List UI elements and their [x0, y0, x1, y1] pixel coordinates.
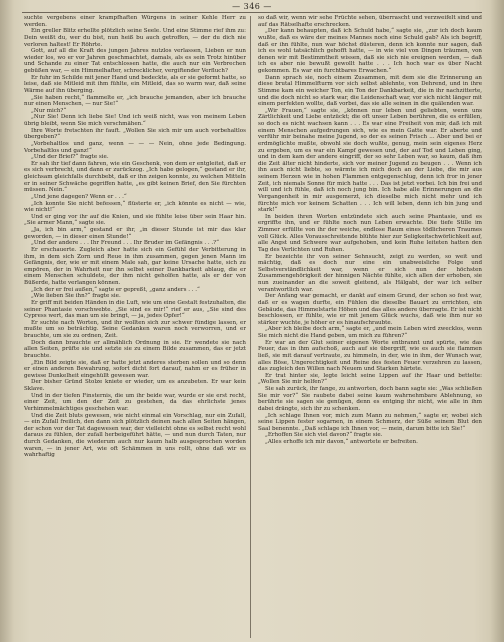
paragraph: Ein greller Blitz erhellte plötzlich seine Seele. Und eine Stimme rief ihm zu: Dein weißt du, wer du bist, nun heiß bu auch getroffen, — der du dich nie verloren haltest! Er Röhrte.: [24, 28, 246, 48]
paragraph: Und in der tiefen Finsternis, die um ihr beide war, wurde er sie erst recht, einer Zeit, um den der Zeit zu gestehen, da das ehrlichste jenes Verhimmelmächtiges geschehen war.: [24, 392, 246, 412]
paragraph: suchte vergebens einer krampfhaften Würgens in seiner Kehle Herr zu werden.: [24, 15, 246, 28]
paragraph: „Wir Frauen,“ sagte sie, „können nur leben und geliebten, wenn uns Zärtlichkeit und Liebe entzückt; die oft unser Leben berühren, die es erfüllen, so doch es nicht wachsen kann . . . Es war eine Freiheit von mir, daß ich mit einem Menschen aufgedrungen sich, wie es mein Gatte war. Er aberte und verführ mir beinahe meine Jugend, so der es seinen Frisch ... Aber und bei er erdmöglichte mußte, obwohl sie doch wußte, genug, mein sein eigenes Herz zu ergeben, um es war ein Kampf gewesen und, der auf Tod und Leben ging, und in dem kam der andere eingriff, der so sehr Leben war, so kaum, daß ihm die Zeit älter nicht hinderte, sich vor meiner Jugend zu beugen . . . Wenn ich ihn auch nicht liebte, so wärmte ich mich doch an der Liebe, die mir aus seinem Herzen wie in hohen Flammen entgegenschlug, denn ich fror in jener Zeit, ich niemals Sonne für mich hatte . . . Das ist jetzt vorbei. Ich bin frei und will und ich fühle, daß ich noch jung bin. Ich habe alle Erinnerungen an die Vergangenheit in mir ausgemerzt, ich dieselbe mich nicht mehr und ich fürchte mich vor keinem Schatten . . . Ich will leben, denn ich bin jung und stark!“: [258, 107, 482, 214]
paragraph: Ihre Worte fretschten ihr fauft. „Wollen Sie sich mir um auch vorbehaltlos übergeben?“: [24, 127, 246, 141]
paragraph: In beiden ihren Worten entzündete sich auch seine Phantasie, und es ergriffte ihn, und er fühlte noch nun Leben erwachte. Die tiefe Stille im Zimmer erfüllte von ihr der weiche, endlose Raum eines tödlicheren Traumes voll Glück. Alles Vorausschreitende blühte hier zur Seligkeitschwörlichkeit auf, alle Angst und Schwere war aufgehoben, und kein Ruhe leiteten hatten den Tag des Verlichten und Ruhen.: [258, 213, 482, 253]
paragraph: Er bezeichte ihr von seiner Sehnsucht, zeigt zu werden, so weit und mächtig, daß es doch nur eine ein unabweisliche Folge und Selbstverständlichkeit war, wenn er sich nun der höchsten Zusammengehörigkeit der hinnigen Nächte fühlte, sich allen der erhoben, sie nun zueinander an die soweit gleitend, als Hälgabt, der war ich selber verantwortlich war.: [258, 253, 482, 293]
left-column: [24, 15, 246, 640]
paragraph: „Wie lieben Sie ihn?“ fragte sie.: [31, 293, 121, 300]
header-rule: [22, 12, 482, 13]
paragraph: „Ja, ich bin arm,“ gestand er ihr, „in dieser Stunde ist mir das klar geworden, — in dieser einen Stunde!“: [24, 227, 246, 240]
paragraph: „Ich konnte Sie nicht befessen,“ flüsterte er, „ich könnte es nicht — wie, wie nicht!“: [24, 200, 246, 214]
page-edge-shadow-left: [0, 0, 14, 642]
paragraph: „Ein Bild zeigte sie, daß er hatte jetzt anderes sterben sollen und so denn er einen anderen Bewahrung, sofort dicht fort darauf, nahm er es früher in gewisse Dunkelheit eingehüllt gewesen war.: [24, 359, 246, 379]
paragraph: Doch dann brauchte er allmählich Ordnung in sie. Er wendete sie nach allen Seiten, prüfte sie und setzte sie zu einem Bilde zusammen, das er jetzt brauchte.: [24, 339, 246, 359]
paragraph: „Nur Sie! Denn ich liebe Sie! Und ich weiß nicht, was von meinem Leben übrig bleibt, wenn Sie mich verschmähen.“: [24, 114, 246, 127]
paragraph: Und die Zeit bluts gewesen, wie nicht einmal ein Vorschlag, nur ein Zufall, — ein Zufall freilich, den dann sich plötzlich deinen nach allen Seiten hängen, der schon vor der Tat dagewesen war, der vielleicht ohne es selbst recht wohl daraus zu fühlen, der zufall herbeigeführt hätte, — und nun durch Taten, nur durch Gedanken, die wiederum auch nur kaum halb ausgesprochen worden waren, — in jener Art, wie oft Schämmen in uns rollt, ohne daß wir es wahrhaftig: [24, 412, 246, 459]
paragraph: „Sie haben recht,“ flammelte er, „ich brauche jemanden, aber ich brauche nur einen Menschen, — nur Sie!“: [24, 94, 246, 108]
paragraph: Er fuhr im Schilde mit jener Hand und bedeckte, als er sie geformt hatte, so leise, daß sie Mitleid mit ihm fühlte, ein Mitleid, das so warm war, daß seine Wärme auf ihn überging.: [24, 74, 246, 94]
paragraph: „Ich der er frei außen,“ sagte er gepreßt, „ganz anders . . .“: [31, 286, 200, 293]
page-number: — 346 —: [232, 2, 272, 11]
paragraph: „Aber ich bleibe doch arm,“ sagte er, „und mein Leben wird zwecklos, wenn Sie mich nicht die Hand geben, um mich zu führen?“: [258, 326, 482, 339]
paragraph: Er erschauerte. Zugleich aber hatte sich ein Gefühl der Verbitterung in ihm, in dem sich Zorn und Reue in ihm zusammen, gegen jenen Mann im Gefängnis, der, wie er mit einem Male sah, gar keine Ursache hatte, sich zu empören, der in Wahrheit nur ihn selbst seiner Dankbarkeit ablaug, die er einem Menschen schuldete, der ihm nicht geholfen hatte, als er der von Büßerde, hatte verlangen können.: [24, 246, 246, 286]
paragraph: „Und der andere . . . Ihr Freund . . . Ihr Bruder im Gefängnis . . .?“: [31, 240, 219, 247]
right-column: [258, 15, 482, 640]
paragraph: so daß wir, wenn wir sehe Früchte sehen, überrascht und verzweifelt sind und auf das Rätselhafte erschrecken.: [258, 15, 482, 28]
paragraph: „Und jene dagegen? Wenn er . . .“: [31, 193, 127, 200]
paragraph: Er trat hinter sie, legte leicht seine Lippen auf ihr Haar und bettelte: „Wollen Sie mir helfen?“: [258, 372, 482, 386]
paragraph: „Nur mich?“: [31, 107, 67, 114]
page-edge-shadow-right: [490, 0, 504, 642]
paragraph: Sie sah zurück, ihr fange, zu antworten, doch bann sagte sie: „Was schließen Sie mir vor?“ Sie raubete dabei seine kaum wahrnehmbare Ablehnung, so berührte sie sagen sie genügen, denn es entging ihr nicht, wie alle in ihm dabei drängte, sich ihr zu schenken.: [258, 386, 482, 412]
paragraph: „Erhoffen Sie sich viel davon?“ fragte sie.: [265, 432, 383, 439]
paragraph: „Ich schlage Ihnen vor, mich zum Mann zu nehmen,“ sagte er, wobei sich seine Lippen fester sogarnen, in einem Schmerz, der Süße seinem Blut den Saal benennte. „Daß schlage ich Ihnen vor, — mein, darum bitte ich Sie!“: [258, 412, 482, 432]
paragraph: Er war an der Glut seiner eigenen Worte entbrannt und spürte, wie das Feuer, das in ihm aufschoß, auch auf sie übergriff, wie es auch sie flammen ließ, sie mit darauf vertraute, zu himmeln, in der, wie in ihm, der Wunsch war, alles Böse, Ungerechtigkeit und Reine des festen Feuer verzehren zu lassen, das zugleich den Willen nach Neuem und Starken härtete.: [258, 339, 482, 373]
paragraph: Er suchte nach Worten, und ihr wollten sich zur schwer fündige lassen, er mußte um so beträchtig. Seine Gedanken waren noch verworren, und er brauchte, um sie zu ordnen, Zeit.: [24, 319, 246, 339]
paragraph: „Alles erhoffe ich mir davon,“ antwortete er befreiten.: [265, 439, 418, 445]
paragraph: Dann sprach sie, noch einem Zusammen, mit dem sie die Erinnerung an diese brutal Himmelfturm vor sich selbst ablehnte, von Dehrend, und in ihre Stimme kam ein weicher Ton, ein Ton der Dankbarkeit, die in ihr nachzitterte, und die doch nicht so stark war, die Leidenschaft war, vor sich nicht länger mit einem perfekten wollte, daß vorbei, das sie alle seinen in die quälenden war.: [258, 74, 482, 108]
paragraph: Und er ging vor ihr auf die Knien, und sie fühlte leise über sein Haar hin. „Sie armer Mann,“ sagte sie.: [24, 213, 246, 227]
paragraph: Er sah ihr tief dann fahren, wie ein Geschenk, von dem er entgleitet, daß er es sich verbrecht, und dann er zurückzog. „Ich habe gelogen,“ gestand er ihr, gleichsam gleichfalls durchbebt, daß er ihn zeigen konnte, zu welchen Mitteln er in seiner Schwäche gegriffen hatte, „es gibt keinen Brief, den Sie fürchten müssen. Nein.“: [24, 160, 246, 194]
paragraph: Der bisher Gründ Stolze kniete er wieder, um es anzubeten. Er war kein Sklave.: [24, 379, 246, 392]
paragraph: Der Anfang war gemacht, er dankt auf einem Grund, der schon so fest war, daß er es wagen durfte, ein Fühlen die dieselbe Bauart zu errichten, ein Gebäude, das Himmelstarte Höhen und das alles andere überragte. Er ist nicht beschlossen, er fühlte, wie er mit jenem Glück wuchs, daß wie ihm nur so stärker wuchte, je höher er es hinaufschraubte.: [258, 293, 482, 326]
paragraph: Gott, auf all die Kraft des jungen Jahres nutzlos verlassen, Lieben er nun wieder los, wo er vor Jahren geschmachtet, damals, als es sein Trotz hinüber und Schande zu einer Tat entschlossen hatte, die auch nur ein Verbrechen gebüßen war, — ein Himmelhafter, schrecklicher, vergiftender Verfluch?: [24, 48, 246, 74]
paragraph: „Und der Brief?“ fragte sie.: [31, 154, 109, 161]
paragraph: „Der kann behaupten, daß ich Schuld habe,“ sagte sie, „zur ich doch kaum wußte, daß es wäre der meines Mannes noch eine Schuld gab? Als ich begriff, daß er ihn fühlte, nun war höchst düsteren, denn ich konnte nur sagen, daß ich es wohl tatsächlich gehofft hatte, — in wie viel von Dingen träumen, von denen wir mit Bestimmtheit wissen, daß sie sich nie ereignen werden, — daß ich es aber nie bewußt gewollt hatte . . . Ich hoch war es über Nacht gekommen. Es war ein furchtbares Erwachen.“: [258, 28, 482, 74]
paragraph: Er griff mit beiden Händen in die Luft, wie um eine Gestalt festzuhalten, die seiner Phantasie vorschwebte. „Sie sind es mir!“ rief er aus, „Sie sind des Cypress wert, das man um sie bringt, — ja, jedes Opfer!“: [24, 299, 246, 320]
column-divider: [250, 16, 251, 638]
paragraph: „Vorbehaltlos und ganz, wenn — — — Nein, ohne jede Bedingung. Vorbehaltlos und ganz!“: [24, 140, 246, 154]
